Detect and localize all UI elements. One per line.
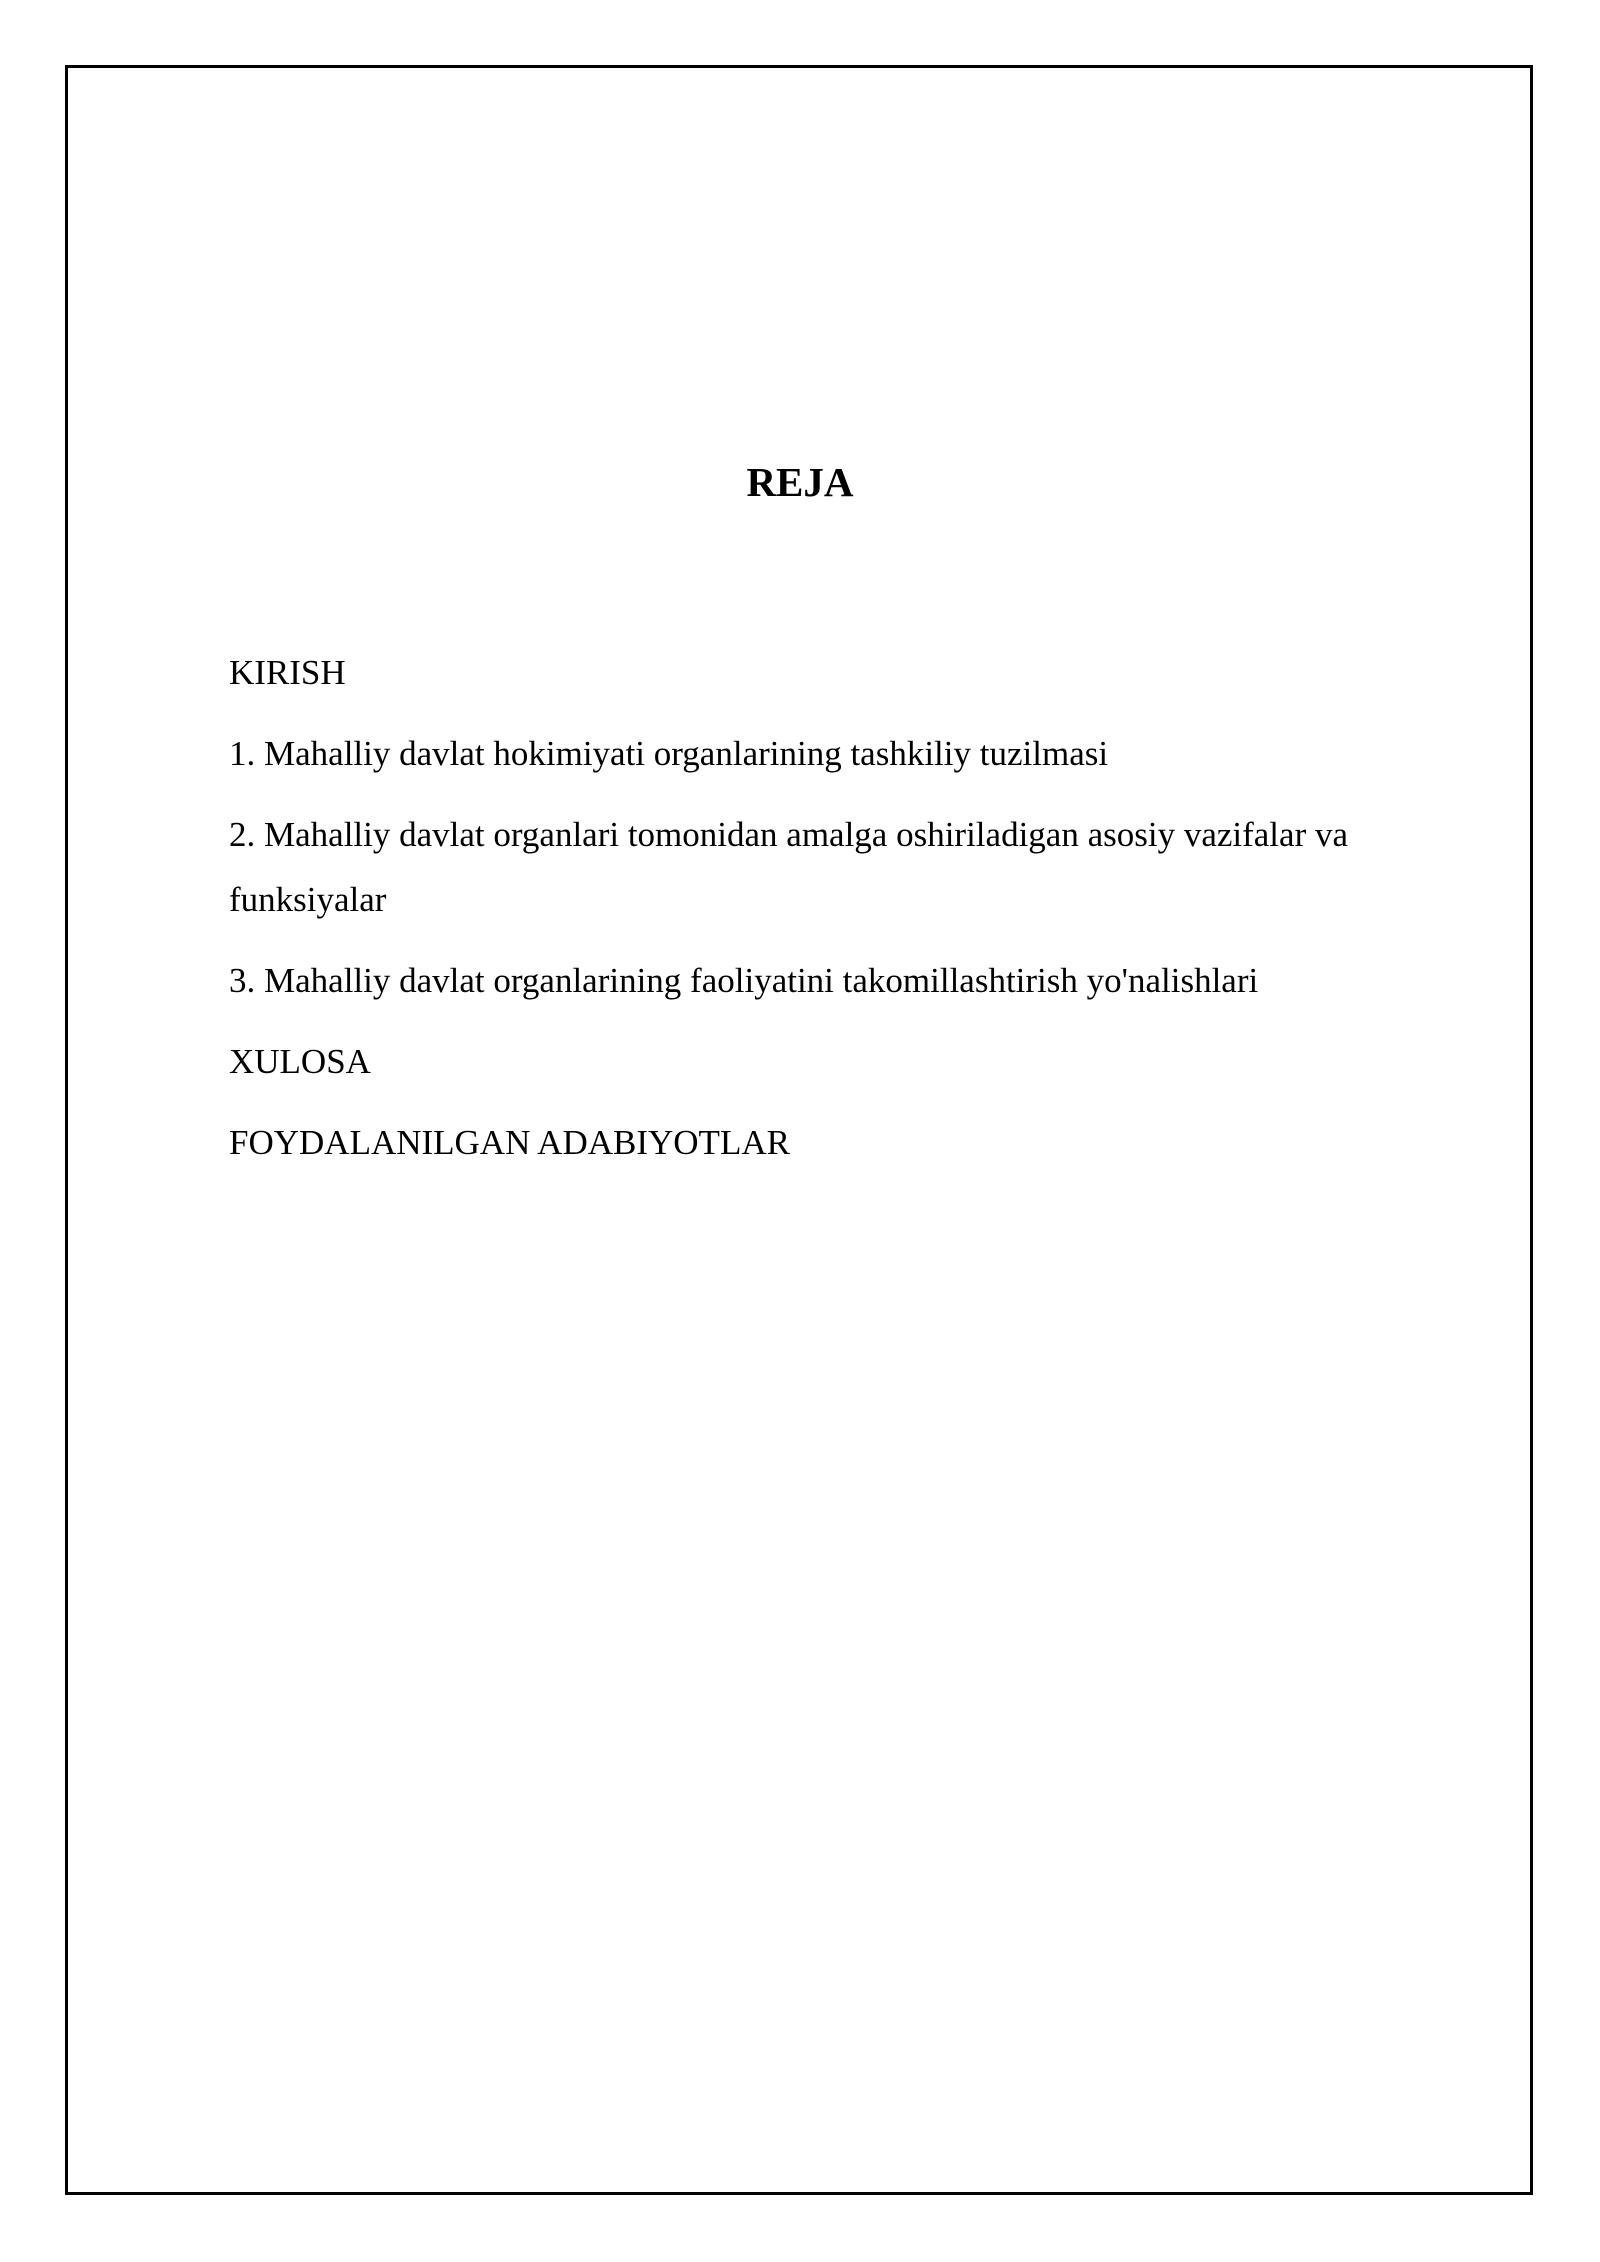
page-title: REJA (746, 459, 854, 505)
plan-list (229, 640, 1469, 1191)
plan-item-introduction: KIRISH (229, 653, 346, 692)
plan-item-2: 2. Mahalliy davlat organlari tomonidan amalga oshiriladigan asosiy vazifalar va funksiyalar (229, 815, 1349, 919)
plan-item-conclusion: XULOSA (229, 1042, 371, 1081)
plan-item-3: 3. Mahalliy davlat organlarining faoliyatini takomillashtirish yo'nalishlari (229, 961, 1259, 1000)
plan-item-references: FOYDALANILGAN ADABIYOTLAR (229, 1123, 790, 1162)
plan-item-1: 1. Mahalliy davlat hokimiyati organlarining tashkiliy tuzilmasi (229, 734, 1109, 773)
